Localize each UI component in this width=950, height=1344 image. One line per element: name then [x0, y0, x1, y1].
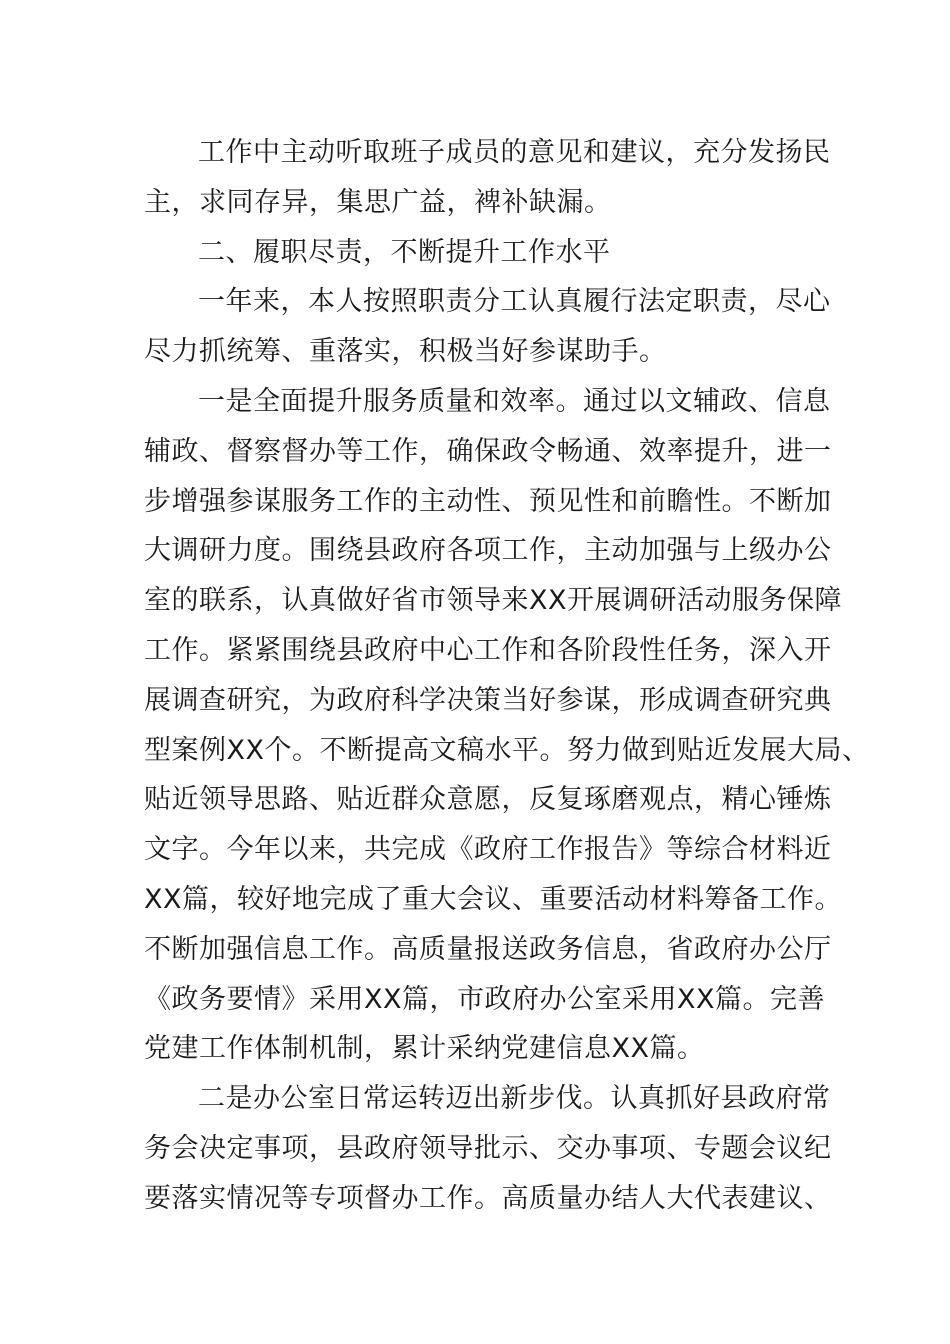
text-line: 党建工作体制机制，累计采纳党建信息XX篇。 — [144, 1033, 705, 1065]
text-line: 不断加强信息工作。高质量报送政务信息，省政府办公厅 — [144, 933, 832, 965]
text-line: 要落实情况等专项督办工作。高质量办结人大代表建议、 — [144, 1182, 832, 1214]
text-line: 二是办公室日常运转迈出新步伐。认真抓好县政府常 — [198, 1083, 831, 1115]
text-line: 一年来，本人按照职责分工认真履行法定职责，尽心 — [198, 286, 831, 318]
text-line: 辅政、督察督办等工作，确保政令畅通、效率提升，进一 — [144, 435, 832, 467]
text-line: 贴近领导思路、贴近群众意愿，反复琢磨观点，精心锤炼 — [144, 784, 832, 816]
text-line: 大调研力度。围绕县政府各项工作，主动加强与上级办公 — [144, 535, 832, 567]
text-line: 尽力抓统筹、重落实，积极当好参谋助手。 — [144, 336, 667, 368]
text-line: 工作。紧紧围绕县政府中心工作和各阶段性任务，深入开 — [144, 634, 832, 666]
document-body — [144, 128, 870, 1224]
text-line: 文字。今年以来，共完成《政府工作报告》等综合材料近 — [144, 834, 832, 866]
text-line: 务会决定事项，县政府领导批示、交办事项、专题会议纪 — [144, 1132, 832, 1164]
text-line: 《政务要情》采用XX篇，市政府办公室采用XX篇。完善 — [144, 983, 825, 1015]
text-line: 室的联系，认真做好省市领导来XX开展调研活动服务保障 — [144, 585, 842, 617]
text-line: 工作中主动听取班子成员的意见和建议，充分发扬民 — [198, 137, 831, 168]
text-line: 主，求同存异，集思广益，裨补缺漏。 — [144, 186, 612, 218]
text-line: 一是全面提升服务质量和效率。通过以文辅政、信息 — [198, 385, 831, 417]
text-line: 展调查研究，为政府科学决策当好参谋，形成调查研究典 — [144, 684, 832, 716]
section-heading: 二、履职尽责，不断提升工作水平 — [198, 236, 611, 268]
text-line: 步增强参谋服务工作的主动性、预见性和前瞻性。不断加 — [144, 485, 832, 517]
text-line: 型案例XX个。不断提高文稿水平。努力做到贴近发展大局、 — [144, 734, 870, 766]
text-line: XX篇，较好地完成了重大会议、重要活动材料筹备工作。 — [144, 883, 842, 915]
